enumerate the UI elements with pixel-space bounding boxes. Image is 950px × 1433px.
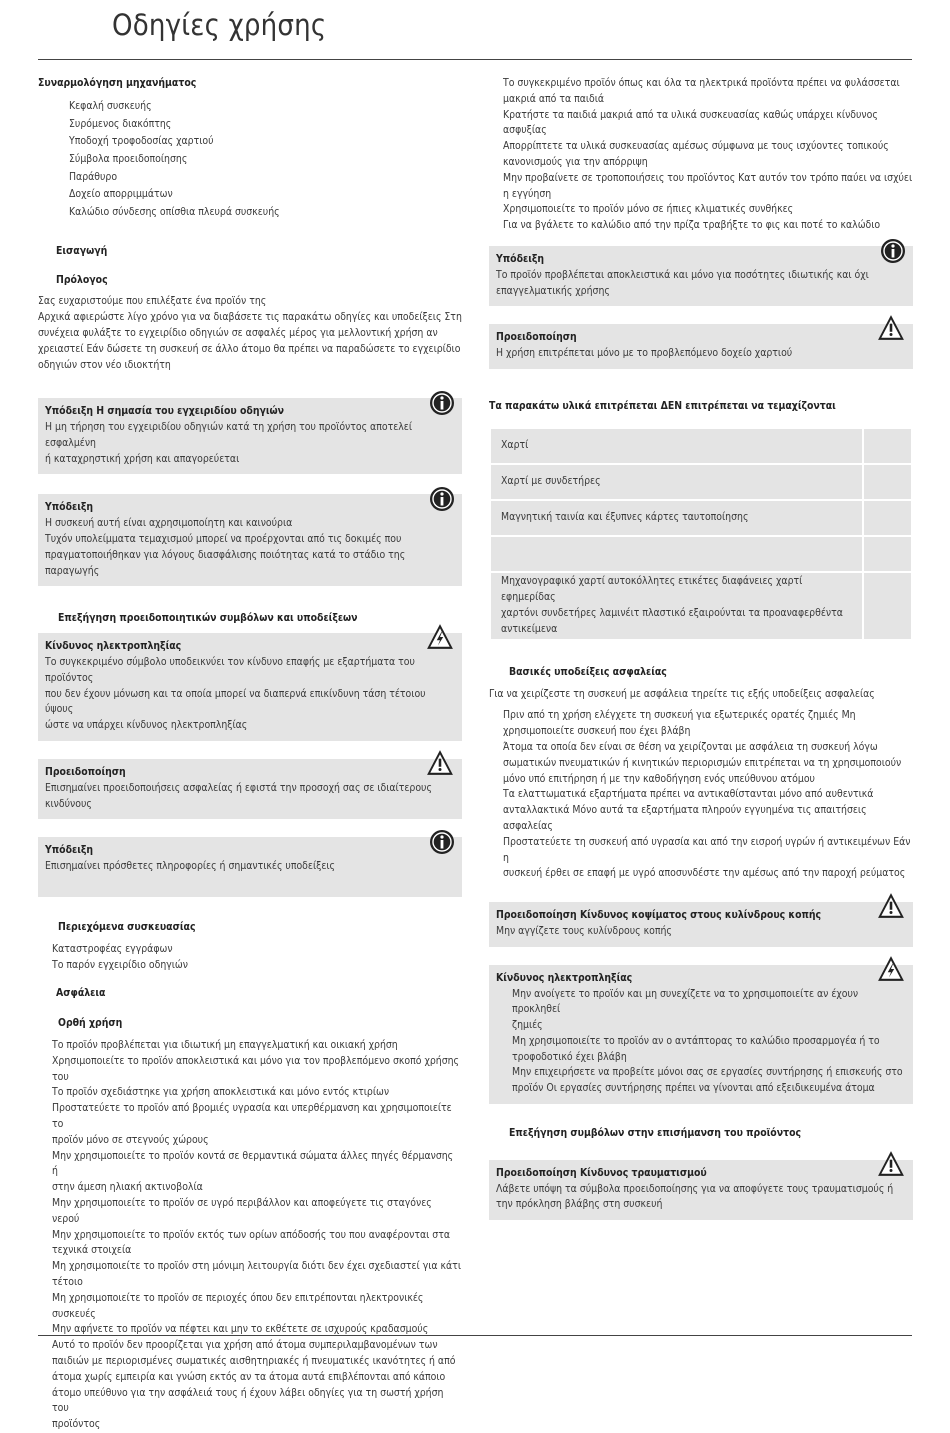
text-line: Μην επιχειρήσετε να προβείτε μόνοι σας σε εργασίες συντήρησης ή επισκευής στο [512,1066,903,1079]
text-line: ώστε να υπάρχει κίνδυνος ηλεκτροπληξίας [45,719,248,732]
text-line: σωματικών πνευματικών ή κινητικών περιορισμών επιτρέπεται να τη χρησιμοποιούν [503,756,902,769]
text-line: την πρόκληση βλάβης στη συσκευή [496,1198,663,1211]
text-line: Χρησιμοποιείτε το προϊόν μόνο σε ήπιες κλιματικές συνθήκες [503,203,794,216]
text-line: Προστατεύετε τη συσκευή από υγρασία και από την εισροή υγρών ή αντικειμένων Εάν η [503,835,911,864]
text-line: προϊόν μόνο σε στεγνούς χώρους [52,1133,209,1146]
assembly-heading: Συναρμολόγηση μηχανήματος [38,77,197,89]
text-line: Η μη τήρηση του εγχειριδίου οδηγιών κατά τη χρήση του προϊόντος αποτελεί εσφαλμένη [45,421,412,449]
hint-title: Υπόδειξη [45,844,94,857]
table-row [490,500,912,536]
text-line: Το συγκεκριμένο σύμβολο υποδεικνύει τον κίνδυνο επαφής με εξαρτήματα του προϊόντος [45,656,415,684]
text-line: άτομο υπεύθυνο για την ασφάλειά τους ή έχουν λάβει οδηγίες για τη σωστή χρήση του [52,1386,444,1415]
table-row [490,428,912,464]
text-line: τέτοιο [52,1275,83,1288]
text-line: Αρχικά αφιερώστε λίγο χρόνο για να διαβάσετε τις παρακάτω οδηγίες και υποδείξεις Στη [38,311,462,324]
text-line: Το προϊόν προβλέπεται αποκλειστικά και μόνο για ποσότητες ιδιωτικής και όχι [496,268,869,281]
text-line: κινδύνους [45,797,92,810]
warning-title: Προειδοποίηση [45,766,126,779]
materials-table [489,427,913,641]
note-new-text [45,516,455,579]
warning-text [45,781,455,813]
note-private-text [496,268,906,300]
text-line: Η συσκευή αυτή είναι αχρησιμοποίητη και καινούρια [45,517,293,530]
shock2-title: Κίνδυνος ηλεκτροπληξίας [496,971,633,984]
preface-heading: Πρόλογος [56,273,108,286]
text-line: Το συγκεκριμένο προϊόν όπως και όλα τα ηλεκτρικά προϊόντα πρέπει να φυλάσσεται [503,77,900,89]
text-line: προϊόν Οι εργασίες συντήρησης πρέπει να γίνονται από εξειδικευμένα άτομα [512,1082,875,1095]
table-row [490,572,912,640]
basic-safety-heading: Βασικές υποδείξεις ασφαλείας [509,665,667,678]
text-line: Μην χρησιμοποιείτε το προϊόν εκτός των ορίων απόδοσής του που αναφέρονται στα [52,1228,451,1241]
package-list [38,942,462,974]
warn-bin-box [489,324,913,369]
warning-box [38,759,462,819]
warning-icon [876,314,906,342]
materials-heading: Τα παρακάτω υλικά επιτρέπεται ΔΕΝ επιτρέπεται να τεμαχίζονται [489,399,836,412]
text-line: Συρόμενος διακόπτης [69,117,172,130]
right-top-text [489,76,913,234]
text-line: Σύμβολα προειδοποίησης [69,152,188,165]
text-line: χρησιμοποιείτε συσκευή που έχει βλάβη [503,725,691,738]
material-label: αντικείμενα [501,622,558,635]
shock-box [38,633,462,741]
warn-cut-title: Προειδοποίηση Κίνδυνος κοψίματος στους κυλίνδρους κοπής [496,909,822,922]
text-line: Το προϊόν σχεδιάστηκε για χρήση αποκλειστικά και μόνο εντός κτιρίων [52,1086,390,1099]
text-line: πραγματοποιήθηκαν για λόγους διασφάλισης ποιότητας κατά το στάδιο της παραγωγής [45,548,406,577]
symbols-heading: Επεξήγηση προειδοποιητικών συμβόλων και υποδείξεων [58,612,358,625]
note-new-title: Υπόδειξη [45,501,94,514]
page-title: Οδηγίες χρήσης [112,8,327,42]
note-importance-text [45,420,455,467]
warn-injury-box [489,1160,913,1220]
warn-bin-title: Προειδοποίηση [496,331,577,344]
text-line: Τα ελαττωματικά εξαρτήματα πρέπει να αντικαθίστανται μόνο από αυθεντικά [503,788,874,801]
text-line: Μη χρησιμοποιείτε το προϊόν στη μόνιμη λειτουργία διότι δεν έχει σχεδιαστεί για κάτι [52,1260,461,1273]
shock-title: Κίνδυνος ηλεκτροπληξίας [45,640,182,653]
basic-safety-intro: Για να χειρίζεστε τη συσκευή με ασφάλεια τηρείτε τις εξής υποδείξεις ασφαλείας [489,687,875,700]
text-line: Σας ευχαριστούμε που επιλέξατε ένα προϊόν της [38,295,267,308]
text-line: Προστατεύετε το προϊόν από βρομιές υγρασία και υπερθέρμανση και χρησιμοποιείτε το [52,1102,452,1130]
note-new-box [38,494,462,586]
text-line: Μην αφήνετε το προϊόν να πέφτει και μην το εκθέτετε σε ισχυρούς κραδασμούς [52,1323,429,1336]
proper-use-heading: Ορθή χρήση [58,1017,123,1030]
text-line: Τυχόν υπολείμματα τεμαχισμού μπορεί να προέρχονται από τις δοκιμές που [45,533,402,546]
note-private-box [489,246,913,306]
material-label: Χαρτί [501,438,529,451]
material-check-cell [863,572,912,640]
text-line: Μην αγγίζετε τους κυλίνδρους κοπής [496,924,672,937]
text-line: Καταστροφέας εγγράφων [52,942,173,955]
text-line: ασφυξίας [503,124,547,137]
info-icon [429,390,455,416]
top-rule [38,59,912,60]
shock2-box [489,965,913,1104]
text-line: ανταλλακτικά Μόνο αυτά τα εξαρτήματα πληρούν εγγυημένα τις απαιτήσεις ασφαλείας [503,804,867,832]
text-line: ή καταχρηστική χρήση και απαγορεύεται [45,452,240,465]
text-line: Πριν από τη χρήση ελέγχετε τη συσκευή για εξωτερικές ορατές ζημιές Μη [503,709,856,722]
text-line: Κεφαλή συσκευής [69,99,152,112]
basic-safety-text [489,708,913,882]
text-line: Μη χρησιμοποιείτε το προϊόν αν ο αντάπτορας το καλώδιο προσαρμογέα ή το [512,1034,880,1047]
material-check-cell [863,536,912,572]
text-line: Επισημαίνει προειδοποιήσεις ασφαλείας ή εφιστά την προσοχή σας σε ιδιαίτερους [45,781,432,794]
material-label: χαρτόνι συνδετήρες λαμινέιτ πλαστικό εξαιρούνται τα προαναφερθέντα [501,606,843,619]
material-check-cell [863,464,912,500]
text-line: προϊόντος [52,1418,101,1431]
text-line: ζημιές [512,1019,543,1032]
text-line: άτομα χωρίς εμπειρία και γνώση εκτός αν τα άτομα αυτά επιβλέπονται από κάποιο [52,1370,446,1383]
note-importance-box [38,398,462,474]
shock-text [45,655,455,734]
preface-text [38,294,462,373]
text-line: Μη χρησιμοποιείτε το προϊόν σε περιοχές όπου δεν επιτρέπονται ηλεκτρονικές [52,1291,424,1304]
info-icon [429,486,455,512]
table-row [490,464,912,500]
warn-cut-text [496,924,906,940]
text-line: Δοχείο απορριμμάτων [69,188,173,201]
hint-text [45,859,455,875]
text-line: Η χρήση επιτρέπεται μόνο με το προβλεπόμενο δοχείο χαρτιού [496,347,793,360]
warning-icon [876,892,906,920]
table-row [490,536,912,572]
text-line: Υποδοχή τροφοδοσίας χαρτιού [69,135,214,148]
material-check-cell [863,428,912,464]
text-line: τροφοδοτικό έχει βλάβη [512,1050,627,1063]
material-label: Μηχανογραφικό χαρτί αυτοκόλλητες ετικέτες διαφάνειες χαρτί εφημερίδας [501,575,803,603]
text-line: οδηγιών στον νέο ιδιοκτήτη [38,358,171,371]
text-line: Απορρίπτετε τα υλικά συσκευασίας αμέσως σύμφωνα με τους ισχύοντες τοπικούς [503,140,889,153]
text-line: Καλώδιο σύνδεσης οπίσθια πλευρά συσκευής [69,206,280,219]
note-private-title: Υπόδειξη [496,252,545,265]
shock2-text [496,987,906,1098]
material-label: Χαρτί με συνδετήρες [501,474,601,487]
right-column [489,76,913,1220]
safety-heading: Ασφάλεια [56,987,106,1000]
text-line: Επισημαίνει πρόσθετες πληροφορίες ή σημαντικές υποδείξεις [45,860,336,873]
text-line: μόνο υπό επιτήρηση ή με την καθοδήγηση ενός υπεύθυνου ατόμου [503,772,815,785]
warn-bin-text [496,346,906,362]
package-heading: Περιεχόμενα συσκευασίας [58,921,196,934]
product-symbols-heading: Επεξήγηση συμβόλων στην επισήμανση του προϊόντος [509,1127,802,1140]
text-line: συνέχεια φυλάξτε το εγχειρίδιο οδηγιών σε ασφαλές μέρος για μελλοντική χρήση αν [38,326,438,339]
text-line: Κρατήστε τα παιδιά μακριά από τα υλικά συσκευασίας καθώς υπάρχει κίνδυνος [503,108,878,121]
text-line: Χρησιμοποιείτε το προϊόν αποκλειστικά και μόνο για τον προβλεπόμενο σκοπό χρήσης [52,1054,460,1067]
hint-box [38,837,462,897]
electric-shock-icon [425,623,455,651]
text-line: Αυτό το προϊόν δεν προορίζεται για χρήση από άτομα συμπεριλαμβανομένων των [52,1339,438,1352]
text-line: Λάβετε υπόψη τα σύμβολα προειδοποίησης για να αποφύγετε τους τραυματισμούς ή [496,1182,894,1195]
material-check-cell [863,500,912,536]
text-line: Μην προβαίνετε σε τροποποιήσεις του προϊόντος Κατ αυτόν τον τρόπο παύει να ισχύει [503,171,913,184]
text-line: Μην χρησιμοποιείτε το προϊόν σε υγρό περιβάλλον και αποφεύγετε τις σταγόνες νερού [52,1196,432,1225]
info-icon [429,829,455,855]
text-line: η εγγύηση [503,187,552,200]
assembly-list [38,98,462,222]
bottom-rule [38,1335,912,1336]
text-line: που δεν έχουν μόνωση και τα οποία μπορεί να διαπερνά επικίνδυνη τάση τέτοιου ύψους [45,687,426,716]
text-line: Παράθυρο [69,170,118,183]
text-line: παιδιών με περιορισμένες σωματικές αισθητηριακές ή πνευματικές ικανότητες ή από [52,1354,456,1367]
note-importance-title: Υπόδειξη Η σημασία του εγχειριδίου οδηγιών [45,405,285,418]
info-icon [880,238,906,264]
text-line: συσκευές [52,1307,96,1320]
text-line: στην άμεση ηλιακή ακτινοβολία [52,1181,203,1194]
text-line: Μην ανοίγετε το προϊόν και μη συνεχίζετε να το χρησιμοποιείτε αν έχουν προκληθεί [512,987,859,1016]
text-line: Άτομα τα οποία δεν είναι σε θέση να χειρίζονται με ασφάλεια τη συσκευή λόγω [503,740,878,753]
text-line: χρειαστεί Εάν δώσετε τη συσκευή σε άλλο άτομο θα πρέπει να παραδώσετε το εγχειρίδιο [38,342,461,355]
warning-icon [425,749,455,777]
intro-heading: Εισαγωγή [56,244,108,257]
warning-icon [876,1150,906,1178]
text-line: συσκευή έρθει σε επαφή με υγρό αποσυνδέστε την αμέσως από την παροχή ρεύματος [503,867,906,880]
text-line: Το παρόν εγχειρίδιο οδηγιών [52,958,188,971]
material-cell [490,572,863,640]
material-cell [490,428,863,464]
text-line: του [52,1070,69,1083]
warn-injury-title: Προειδοποίηση Κίνδυνος τραυματισμού [496,1166,707,1179]
text-line: μακριά από τα παιδιά [503,92,605,105]
text-line: κανονισμούς για την απόρριψη [503,155,648,168]
text-line: Μην χρησιμοποιείτε το προϊόν κοντά σε θερμαντικά σώματα άλλες πηγές θέρμανσης ή [52,1149,454,1178]
text-line: επαγγελματικής χρήσης [496,284,610,297]
text-line: Για να βγάλετε το καλώδιο από την πρίζα τραβήξτε το φις και ποτέ το καλώδιο [503,219,881,232]
material-cell [490,500,863,536]
text-line: τεχνικά στοιχεία [52,1244,132,1257]
electric-shock-icon [876,955,906,983]
material-cell [490,464,863,500]
material-cell [490,536,863,572]
warn-cut-box [489,902,913,947]
text-line: Το προϊόν προβλέπεται για ιδιωτική μη επαγγελματική και οικιακή χρήση [52,1039,398,1052]
warn-injury-text [496,1182,906,1214]
material-label: Μαγνητική ταινία και έξυπνες κάρτες ταυτοποίησης [501,510,749,523]
left-column [38,76,462,1433]
